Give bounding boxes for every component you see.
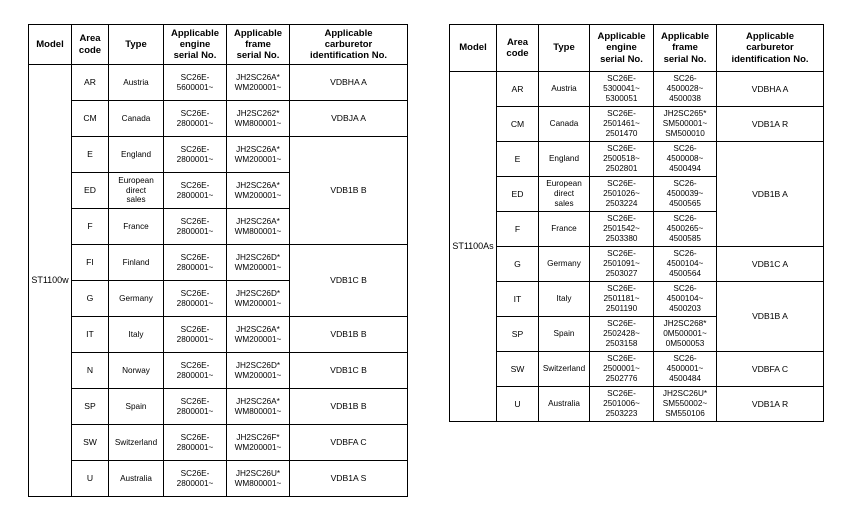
model-cell: ST1100w: [29, 65, 72, 497]
frame-serial-cell: JH2SC26A* WM800001~: [227, 389, 290, 425]
engine-serial-cell: SC26E- 2800001~: [164, 353, 227, 389]
type-cell: Spain: [539, 317, 590, 352]
frame-serial-cell: SC26- 4500104~ 4500203: [654, 282, 717, 317]
table-row: [450, 107, 824, 142]
model-cell: ST1100As: [450, 72, 497, 422]
table-row: [450, 352, 824, 387]
frame-serial-cell: JH2SC26A* WM800001~: [227, 209, 290, 245]
area-code-cell: G: [72, 281, 109, 317]
type-cell: Austria: [539, 72, 590, 107]
type-cell: Italy: [109, 317, 164, 353]
area-code-cell: IT: [497, 282, 539, 317]
engine-serial-cell: SC26E- 2501091~ 2503027: [590, 247, 654, 282]
frame-serial-cell: SC26- 4500028~ 4500038: [654, 72, 717, 107]
table-header-row: [450, 25, 824, 72]
type-cell: England: [539, 142, 590, 177]
header-model: Model: [29, 25, 72, 65]
carburetor-id-cell: VDB1B B: [290, 389, 408, 425]
header-carburetor-id: Applicable carburetor identification No.: [290, 25, 408, 65]
frame-serial-cell: JH2SC26U* SM550002~ SM550106: [654, 387, 717, 422]
carburetor-id-cell: VDB1B A: [717, 282, 824, 352]
table-row: [29, 137, 408, 173]
engine-serial-cell: SC26E- 2800001~: [164, 173, 227, 209]
type-cell: Germany: [539, 247, 590, 282]
type-cell: Switzerland: [109, 425, 164, 461]
type-cell: Canada: [109, 101, 164, 137]
area-code-cell: CM: [72, 101, 109, 137]
engine-serial-cell: SC26E- 2800001~: [164, 245, 227, 281]
area-code-cell: SW: [72, 425, 109, 461]
carburetor-id-cell: VDB1B A: [717, 142, 824, 247]
area-code-cell: AR: [72, 65, 109, 101]
area-code-cell: G: [497, 247, 539, 282]
carburetor-id-cell: VDB1C A: [717, 247, 824, 282]
header-type: Type: [539, 25, 590, 72]
frame-serial-cell: JH2SC262* WM800001~: [227, 101, 290, 137]
frame-serial-cell: JH2SC26A* WM200001~: [227, 137, 290, 173]
type-cell: Finland: [109, 245, 164, 281]
engine-serial-cell: SC26E- 2501026~ 2503224: [590, 177, 654, 212]
area-code-cell: F: [72, 209, 109, 245]
area-code-cell: SW: [497, 352, 539, 387]
header-area-code: Area code: [72, 25, 109, 65]
area-code-cell: U: [497, 387, 539, 422]
header-frame-serial: Applicable frame serial No.: [654, 25, 717, 72]
frame-serial-cell: JH2SC26A* WM200001~: [227, 317, 290, 353]
type-cell: Norway: [109, 353, 164, 389]
type-cell: Austria: [109, 65, 164, 101]
table-row: [29, 317, 408, 353]
frame-serial-cell: JH2SC268* 0M500001~ 0M500053: [654, 317, 717, 352]
carburetor-id-cell: VDBJA A: [290, 101, 408, 137]
frame-serial-cell: SC26- 4500104~ 4500564: [654, 247, 717, 282]
frame-serial-cell: SC26- 4500001~ 4500484: [654, 352, 717, 387]
table-row: [29, 425, 408, 461]
table-row: [29, 389, 408, 425]
carburetor-id-cell: VDB1A S: [290, 461, 408, 497]
table-row: [450, 387, 824, 422]
header-frame-serial: Applicable frame serial No.: [227, 25, 290, 65]
carburetor-id-cell: VDB1B B: [290, 137, 408, 245]
table-header-row: [29, 25, 408, 65]
type-cell: European direct sales: [109, 173, 164, 209]
area-code-cell: U: [72, 461, 109, 497]
carburetor-id-cell: VDBHA A: [717, 72, 824, 107]
engine-serial-cell: SC26E- 2800001~: [164, 137, 227, 173]
engine-serial-cell: SC26E- 5600001~: [164, 65, 227, 101]
area-code-cell: SP: [497, 317, 539, 352]
frame-serial-cell: JH2SC26D* WM200001~: [227, 245, 290, 281]
type-cell: England: [109, 137, 164, 173]
engine-serial-cell: SC26E- 2800001~: [164, 425, 227, 461]
header-engine-serial: Applicable engine serial No.: [590, 25, 654, 72]
engine-serial-cell: SC26E- 2800001~: [164, 389, 227, 425]
table-row: [29, 353, 408, 389]
carburetor-id-cell: VDB1A R: [717, 387, 824, 422]
frame-serial-cell: JH2SC26A* WM200001~: [227, 65, 290, 101]
frame-serial-cell: JH2SC265* SM500001~ SM500010: [654, 107, 717, 142]
engine-serial-cell: SC26E- 2501006~ 2503223: [590, 387, 654, 422]
serial-table-st1100w: [28, 24, 408, 497]
type-cell: France: [109, 209, 164, 245]
area-code-cell: SP: [72, 389, 109, 425]
engine-serial-cell: SC26E- 2800001~: [164, 101, 227, 137]
carburetor-id-cell: VDB1A R: [717, 107, 824, 142]
type-cell: Australia: [109, 461, 164, 497]
engine-serial-cell: SC26E- 5300041~ 5300051: [590, 72, 654, 107]
area-code-cell: CM: [497, 107, 539, 142]
table-row: [450, 142, 824, 177]
engine-serial-cell: SC26E- 2501461~ 2501470: [590, 107, 654, 142]
frame-serial-cell: SC26- 4500039~ 4500565: [654, 177, 717, 212]
frame-serial-cell: JH2SC26D* WM200001~: [227, 281, 290, 317]
type-cell: Spain: [109, 389, 164, 425]
engine-serial-cell: SC26E- 2800001~: [164, 209, 227, 245]
engine-serial-cell: SC26E- 2500001~ 2502776: [590, 352, 654, 387]
engine-serial-cell: SC26E- 2501181~ 2501190: [590, 282, 654, 317]
serial-table-st1100as: [449, 24, 824, 422]
type-cell: Switzerland: [539, 352, 590, 387]
header-engine-serial: Applicable engine serial No.: [164, 25, 227, 65]
table-row: [29, 245, 408, 281]
frame-serial-cell: SC26- 4500008~ 4500494: [654, 142, 717, 177]
engine-serial-cell: SC26E- 2800001~: [164, 317, 227, 353]
engine-serial-cell: SC26E- 2501542~ 2503380: [590, 212, 654, 247]
area-code-cell: E: [72, 137, 109, 173]
table-row: [29, 461, 408, 497]
carburetor-id-cell: VDBFA C: [717, 352, 824, 387]
area-code-cell: FI: [72, 245, 109, 281]
engine-serial-cell: SC26E- 2500518~ 2502801: [590, 142, 654, 177]
type-cell: Australia: [539, 387, 590, 422]
area-code-cell: F: [497, 212, 539, 247]
frame-serial-cell: JH2SC26F* WM200001~: [227, 425, 290, 461]
type-cell: Canada: [539, 107, 590, 142]
area-code-cell: ED: [497, 177, 539, 212]
header-carburetor-id: Applicable carburetor identification No.: [717, 25, 824, 72]
engine-serial-cell: SC26E- 2800001~: [164, 461, 227, 497]
frame-serial-cell: JH2SC26D* WM200001~: [227, 353, 290, 389]
header-type: Type: [109, 25, 164, 65]
header-model: Model: [450, 25, 497, 72]
carburetor-id-cell: VDB1B B: [290, 317, 408, 353]
type-cell: Germany: [109, 281, 164, 317]
carburetor-id-cell: VDB1C B: [290, 245, 408, 317]
type-cell: European direct sales: [539, 177, 590, 212]
frame-serial-cell: JH2SC26A* WM200001~: [227, 173, 290, 209]
area-code-cell: N: [72, 353, 109, 389]
carburetor-id-cell: VDB1C B: [290, 353, 408, 389]
header-area-code: Area code: [497, 25, 539, 72]
area-code-cell: AR: [497, 72, 539, 107]
engine-serial-cell: SC26E- 2800001~: [164, 281, 227, 317]
engine-serial-cell: SC26E- 2502428~ 2503158: [590, 317, 654, 352]
area-code-cell: ED: [72, 173, 109, 209]
table-row: [450, 72, 824, 107]
carburetor-id-cell: VDBFA C: [290, 425, 408, 461]
type-cell: France: [539, 212, 590, 247]
frame-serial-cell: SC26- 4500265~ 4500585: [654, 212, 717, 247]
carburetor-id-cell: VDBHA A: [290, 65, 408, 101]
table-row: [29, 65, 408, 101]
frame-serial-cell: JH2SC26U* WM800001~: [227, 461, 290, 497]
table-row: [450, 282, 824, 317]
table-row: [450, 247, 824, 282]
area-code-cell: IT: [72, 317, 109, 353]
type-cell: Italy: [539, 282, 590, 317]
area-code-cell: E: [497, 142, 539, 177]
table-row: [29, 101, 408, 137]
